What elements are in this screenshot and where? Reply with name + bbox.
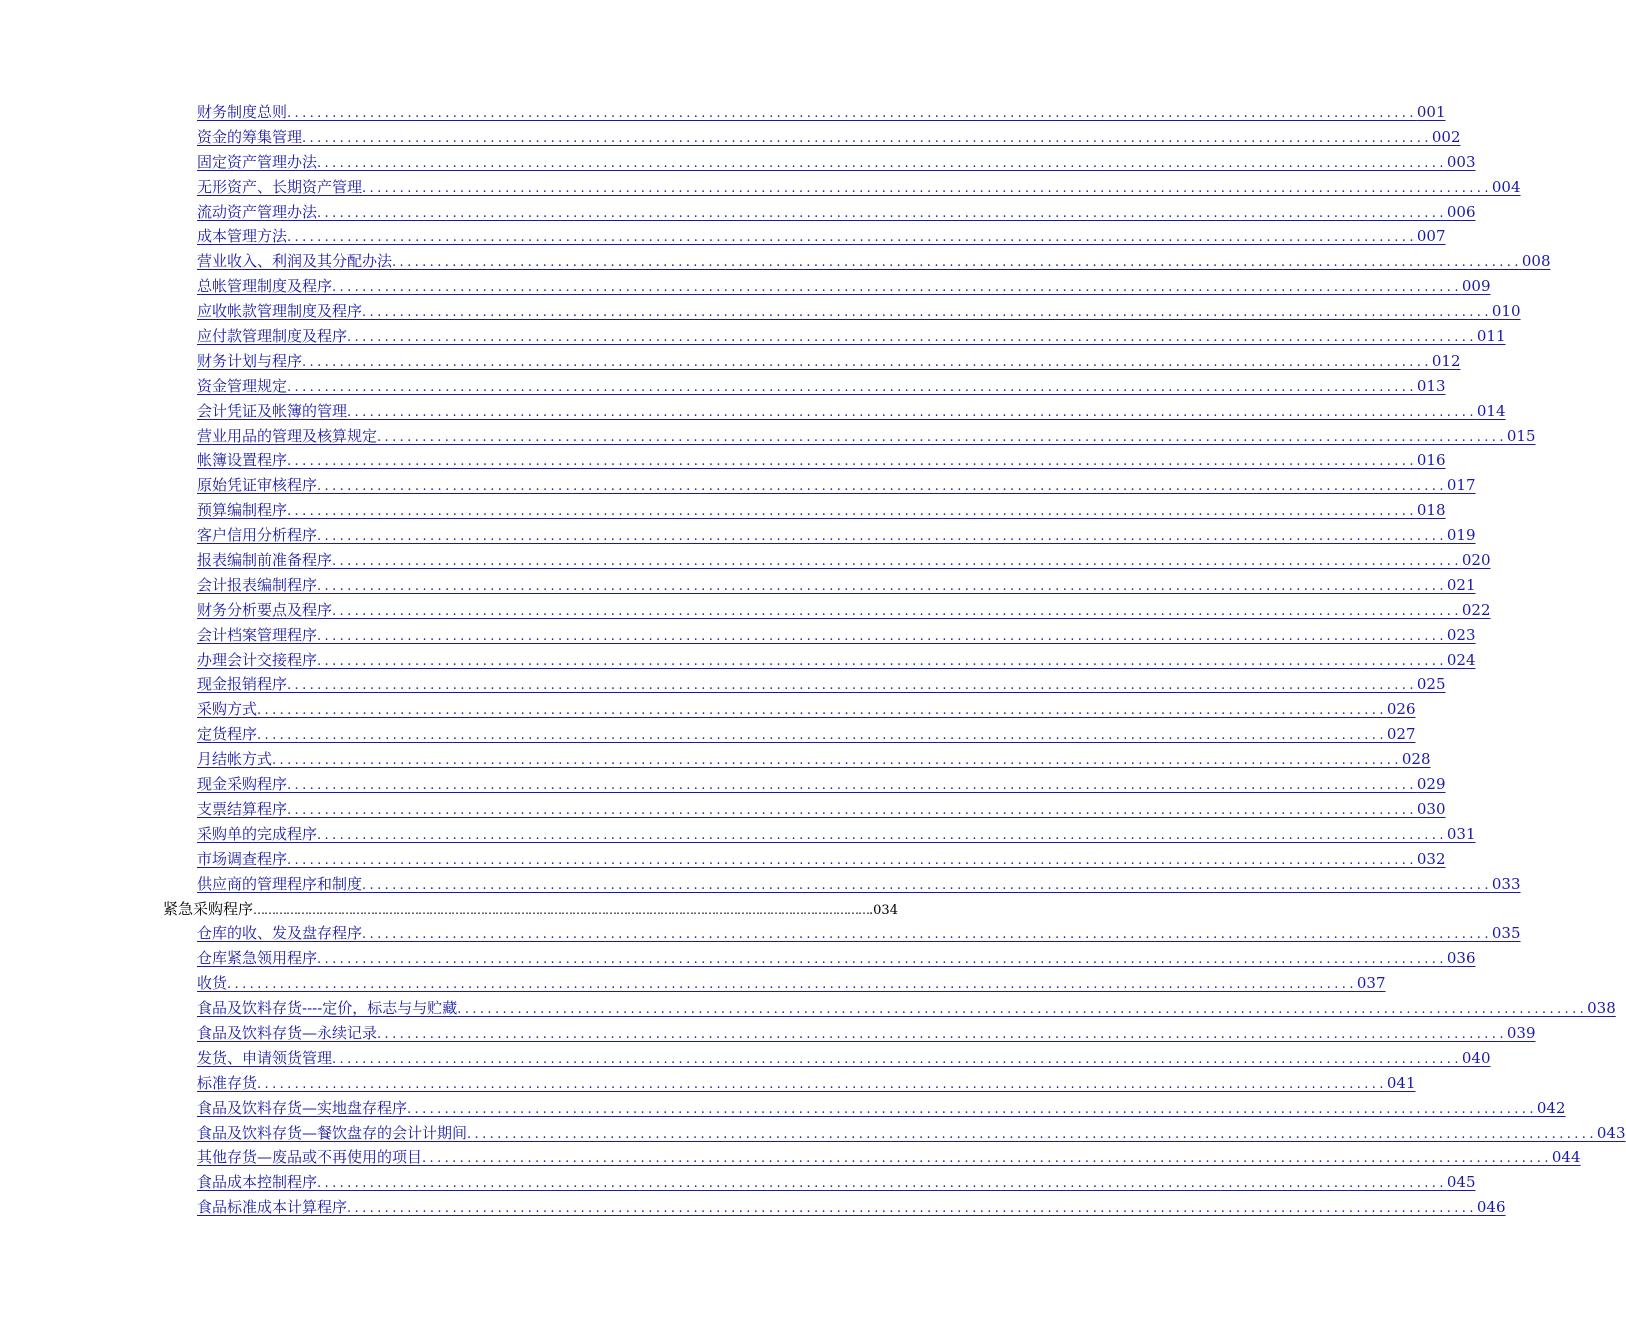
toc-entry-title: 支票结算程序 [197,799,288,818]
toc-row [0,995,1616,1020]
toc-link[interactable] [197,673,1446,694]
dot-leader: ...................................................................................................................................................... [392,255,1522,271]
toc-page-number: 025 [1416,675,1446,694]
toc-entry-title: 报表编制前准备程序 [197,551,333,570]
toc-row [0,472,1476,497]
dot-leader: ...................................................................................................................................................... [287,230,1417,246]
dot-leader: ...................................................................................................................................................... [317,1176,1447,1192]
toc-entry-title: 预算编制程序 [197,501,288,520]
toc-entry-title: 成本管理方法 [197,227,288,246]
toc-link[interactable] [197,126,1461,146]
toc-entry-title: 食品成本控制程序 [197,1173,318,1192]
dot-leader: ...................................................................................................................................................... [362,927,1492,943]
toc-row [0,1144,1581,1169]
toc-link[interactable] [197,350,1461,370]
toc-page-number: 009 [1461,277,1491,296]
toc-link[interactable] [197,624,1476,644]
dot-leader: ...................................................................................................................................................... [287,379,1417,395]
toc-page-number: 032 [1416,849,1446,868]
toc-row [0,124,1461,149]
toc-page-number: 036 [1446,949,1476,968]
toc-page-number: 017 [1446,476,1476,495]
toc-page-number: 030 [1416,799,1446,818]
toc-page-number: 037 [1356,974,1386,993]
toc-link[interactable] [197,649,1476,669]
toc-link[interactable] [197,1171,1476,1192]
toc-entry-title: 采购单的完成程序 [197,824,318,843]
toc-page-number: 022 [1461,600,1491,619]
toc-page-number: 039 [1506,1023,1536,1042]
toc-row [0,447,1446,472]
toc-row [0,622,1476,647]
toc-page-number: 002 [1431,127,1461,146]
toc-link[interactable] [197,947,1476,968]
toc-row [0,771,1446,796]
toc-entry-title: 财务制度总则 [197,103,288,121]
toc-row [0,223,1446,248]
toc-link[interactable] [197,250,1551,271]
dot-leader: ...................................................................................................................................................... [347,330,1477,346]
toc-entry-title: 财务分析要点及程序 [197,600,333,619]
toc-page-number: 010 [1491,302,1521,321]
dot-leader: ...................................................................................................................................................... [332,554,1462,570]
toc-entry-title: 会计报表编制程序 [197,575,318,594]
toc-row [0,1194,1506,1219]
toc-row [0,920,1521,945]
toc-entry-title: 标准存货 [197,1073,258,1092]
toc-link[interactable] [197,449,1446,470]
toc-page-number: 020 [1461,551,1491,570]
toc-row [0,149,1476,174]
toc-entry-title: 定货程序 [197,725,258,744]
dot-leader: ...................................................................................................................................................... [317,952,1447,968]
toc-entry-title: 营业收入、利润及其分配办法 [197,252,393,271]
toc-entry-title: 发货、申请领货管理 [197,1048,333,1067]
toc-page-number: 041 [1386,1073,1416,1092]
toc-entry-title: 流动资产管理办法 [197,202,318,221]
toc-row [0,522,1476,547]
toc-row [0,945,1476,970]
toc-entry-title: 会计凭证及帐簿的管理 [197,401,348,420]
dot-leader: ...................................................................................................................................................... [257,728,1387,744]
toc-row [0,497,1446,522]
table-of-contents [0,99,1626,1219]
toc-link[interactable] [197,176,1521,196]
dot-leader: ...................................................................................................................................................... [332,1051,1462,1067]
toc-link[interactable] [197,1196,1506,1217]
dot-leader: ...................................................................................................................................................... [287,678,1417,694]
toc-row [0,597,1491,622]
dot-leader: ...................................................................................................................................................... [287,504,1417,520]
dot-leader: ...................................................................................................................................................... [317,479,1447,495]
toc-link[interactable] [197,1097,1566,1117]
toc-link[interactable] [197,1146,1581,1167]
toc-row [0,99,1446,124]
dot-leader: ...................................................................................................................................................... [272,753,1402,769]
dot-leader: ...................................................................................................................................................... [362,305,1492,321]
dot-leader: ...................................................................................................................................................... [287,802,1417,818]
toc-page-number: 033 [1491,874,1521,893]
toc-row [0,1045,1491,1070]
toc-link[interactable] [197,225,1446,246]
dot-leader: ...................................................................................................................................................... [457,1002,1588,1018]
toc-row [0,970,1386,995]
toc-entry-title: 应收帐款管理制度及程序 [197,302,363,321]
toc-page-number: 029 [1416,775,1446,794]
dot-leader: ...................................................................................................................................................... [317,653,1447,669]
dot-leader: ...................................................................................................................................................... [422,1151,1552,1167]
toc-row [0,1095,1566,1120]
toc-row [0,1070,1416,1095]
toc-page-number: 012 [1431,351,1461,370]
toc-page-number: 014 [1476,401,1506,420]
toc-link[interactable] [197,848,1446,868]
toc-entry-title: 仓库紧急领用程序 [197,949,318,968]
toc-link[interactable] [197,474,1476,495]
toc-row [0,547,1491,572]
toc-row [0,323,1506,348]
dot-leader: ...................................................................................................................................................... [302,130,1432,146]
toc-link[interactable] [197,275,1491,296]
toc-entry-title: 紧急采购程序 [163,899,254,918]
toc-link[interactable] [197,773,1446,794]
toc-link[interactable] [197,425,1536,445]
toc-row [0,373,1446,398]
toc-entry-title: 会计档案管理程序 [197,625,318,644]
toc-link[interactable] [197,499,1446,520]
toc-row [0,1020,1536,1045]
toc-entry-title: 仓库的收、发及盘存程序 [197,924,363,943]
dot-leader: ...................................................................................................................................................... [287,106,1417,121]
toc-entry-title: 财务计划与程序 [197,351,303,370]
toc-page-number: 027 [1386,725,1416,744]
toc-row [0,398,1506,423]
toc-entry-title: 食品及饮料存货—餐饮盘存的会计计期间 [197,1123,468,1142]
toc-link[interactable] [197,798,1446,818]
toc-link[interactable] [197,151,1476,171]
dot-leader: ...................................................................................................................................................... [362,180,1492,196]
toc-page-number: 019 [1446,526,1476,545]
toc-page-number: .034 [869,902,898,918]
dot-leader: ...................................................................................................................................................... [347,404,1477,420]
toc-page-number: 016 [1416,451,1446,470]
toc-link[interactable] [197,375,1446,395]
toc-entry-title: 办理会计交接程序 [197,650,318,669]
toc-link[interactable] [197,400,1506,420]
dot-leader: ...................................................................................................................................................... [317,578,1447,594]
toc-entry-title: 采购方式 [197,700,258,719]
dot-leader: ...................................................................................................................................................... [317,205,1447,221]
dot-leader: ...................................................................................................................................................... [287,454,1417,470]
toc-page-number: 031 [1446,824,1476,843]
toc-page-number: 026 [1386,700,1416,719]
toc-entry-title: 客户信用分析程序 [197,526,318,545]
dot-leader: ...................................................................................................................................................... [257,1076,1387,1092]
toc-page-number: 021 [1446,575,1476,594]
toc-page-number: 003 [1446,152,1476,171]
dot-leader: ...................................................................................................................................................... [347,1201,1477,1217]
toc-page-number: 006 [1446,202,1476,221]
dot-leader: ...................................................................................................................................................... [302,354,1432,370]
toc-entry-title: 其他存货—废品或不再使用的项目 [197,1148,423,1167]
toc-entry-title: 资金管理规定 [197,376,288,395]
dot-leader: ...................................................................................................................................................... [287,852,1417,868]
toc-row [0,348,1461,373]
toc-page-number: 013 [1416,376,1446,395]
toc-link[interactable] [197,201,1476,221]
toc-row [0,1169,1476,1194]
toc-page-number: 042 [1536,1098,1566,1117]
toc-page-number: 045 [1446,1173,1476,1192]
toc-link[interactable] [197,748,1431,769]
toc-row [0,721,1416,746]
dot-leader: ...................................................................................................................................................... [407,1101,1537,1117]
toc-entry-title: 应付款管理制度及程序 [197,327,348,346]
toc-link[interactable] [197,325,1506,346]
toc-link[interactable] [197,1122,1626,1142]
toc-row [0,273,1491,298]
toc-entry-plain [163,898,898,918]
toc-row [0,746,1431,771]
toc-link[interactable] [197,524,1476,545]
toc-row [0,671,1446,696]
toc-page-number: 024 [1446,650,1476,669]
toc-link[interactable] [197,922,1521,943]
toc-page-number: 038 [1587,999,1616,1018]
toc-entry-title: 固定资产管理办法 [197,152,318,171]
toc-link[interactable] [197,972,1386,993]
toc-entry-title: 营业用品的管理及核算规定 [197,426,378,445]
toc-page-number: 028 [1401,750,1431,769]
dot-leader: ...................................................................................................................................................... [362,877,1492,893]
dot-leader: ...................................................................................................................................................... [377,429,1507,445]
toc-row [0,821,1476,846]
dot-leader: ...................................................................................................................................................... [257,703,1387,719]
toc-link[interactable] [197,101,1446,121]
toc-row [0,423,1536,448]
toc-entry-title: 资金的筹集管理 [197,127,303,146]
toc-link[interactable] [197,549,1491,570]
toc-entry-title: 无形资产、长期资产管理 [197,177,363,196]
toc-link[interactable] [197,698,1416,719]
toc-row [0,248,1551,273]
toc-entry-title: 食品及饮料存货----定价，标志与与贮藏 [197,999,458,1018]
toc-row [0,174,1521,199]
toc-page-number: 015 [1506,426,1536,445]
toc-link[interactable] [197,599,1491,619]
toc-page-number: 044 [1551,1148,1581,1167]
toc-entry-title: 食品标准成本计算程序 [197,1198,348,1217]
dot-leader: ...................................................................................................................................................... [317,827,1447,843]
toc-row [0,647,1476,672]
toc-page-number: 043 [1596,1123,1626,1142]
toc-row [0,199,1476,224]
dot-leader: ...................................................................................................................................................... [287,778,1417,794]
toc-link[interactable] [197,1022,1536,1042]
toc-page-number: 035 [1491,924,1521,943]
toc-page-number: 004 [1491,177,1521,196]
toc-page-number: 023 [1446,625,1476,644]
toc-row [0,871,1521,896]
toc-entry-title: 市场调查程序 [197,849,288,868]
toc-page-number: 001 [1416,103,1446,121]
toc-row [0,796,1446,821]
toc-page-number: 007 [1416,227,1446,246]
toc-entry-title: 原始凭证审核程序 [197,476,318,495]
toc-row [0,298,1521,323]
toc-link[interactable] [197,723,1416,744]
toc-entry-title: 现金报销程序 [197,675,288,694]
toc-link[interactable] [197,873,1521,893]
toc-link[interactable] [197,1047,1491,1067]
dot-leader: ...................................................................................................................................................... [332,603,1462,619]
toc-entry-title: 食品及饮料存货—实地盘存程序 [197,1098,408,1117]
toc-row [0,846,1446,871]
dot-leader: ...................................................................................................................................................... [317,155,1447,171]
toc-entry-title: 月结帐方式 [197,750,273,769]
dot-leader: ...................................................................................................................................................... [467,1126,1597,1142]
dot-leader: ...................................................................................................................................................... [332,280,1462,296]
toc-row [0,896,950,921]
toc-entry-title: 总帐管理制度及程序 [197,277,333,296]
toc-page-number: 011 [1476,327,1506,346]
toc-entry-title: 供应商的管理程序和制度 [197,874,363,893]
toc-link[interactable] [197,574,1476,594]
dot-leader: ...................................................................................................................................................... [377,1026,1507,1042]
toc-page-number: 018 [1416,501,1446,520]
toc-entry-title: 帐簿设置程序 [197,451,288,470]
toc-link[interactable] [197,997,1616,1018]
dot-leader: ...................................................................................................................................................... [317,529,1447,545]
toc-page-number: 040 [1461,1048,1491,1067]
dot-leader: ...................................................................................................................................................... [227,977,1357,993]
toc-row [0,696,1416,721]
toc-link[interactable] [197,823,1476,843]
toc-page-number: 008 [1521,252,1551,271]
dot-leader: ...................................................................................................................................................... [317,628,1447,644]
toc-link[interactable] [197,1072,1416,1092]
toc-link[interactable] [197,300,1521,321]
toc-entry-title: 食品及饮料存货—永续记录 [197,1023,378,1042]
toc-entry-title: 收货 [197,974,228,993]
toc-page-number: 046 [1476,1198,1506,1217]
toc-entry-title: 现金采购程序 [197,775,288,794]
toc-row [0,1120,1626,1145]
ellipsis-leader: …………………………………………………………………………………………………………………………………………………… [253,902,870,917]
toc-row [0,572,1476,597]
